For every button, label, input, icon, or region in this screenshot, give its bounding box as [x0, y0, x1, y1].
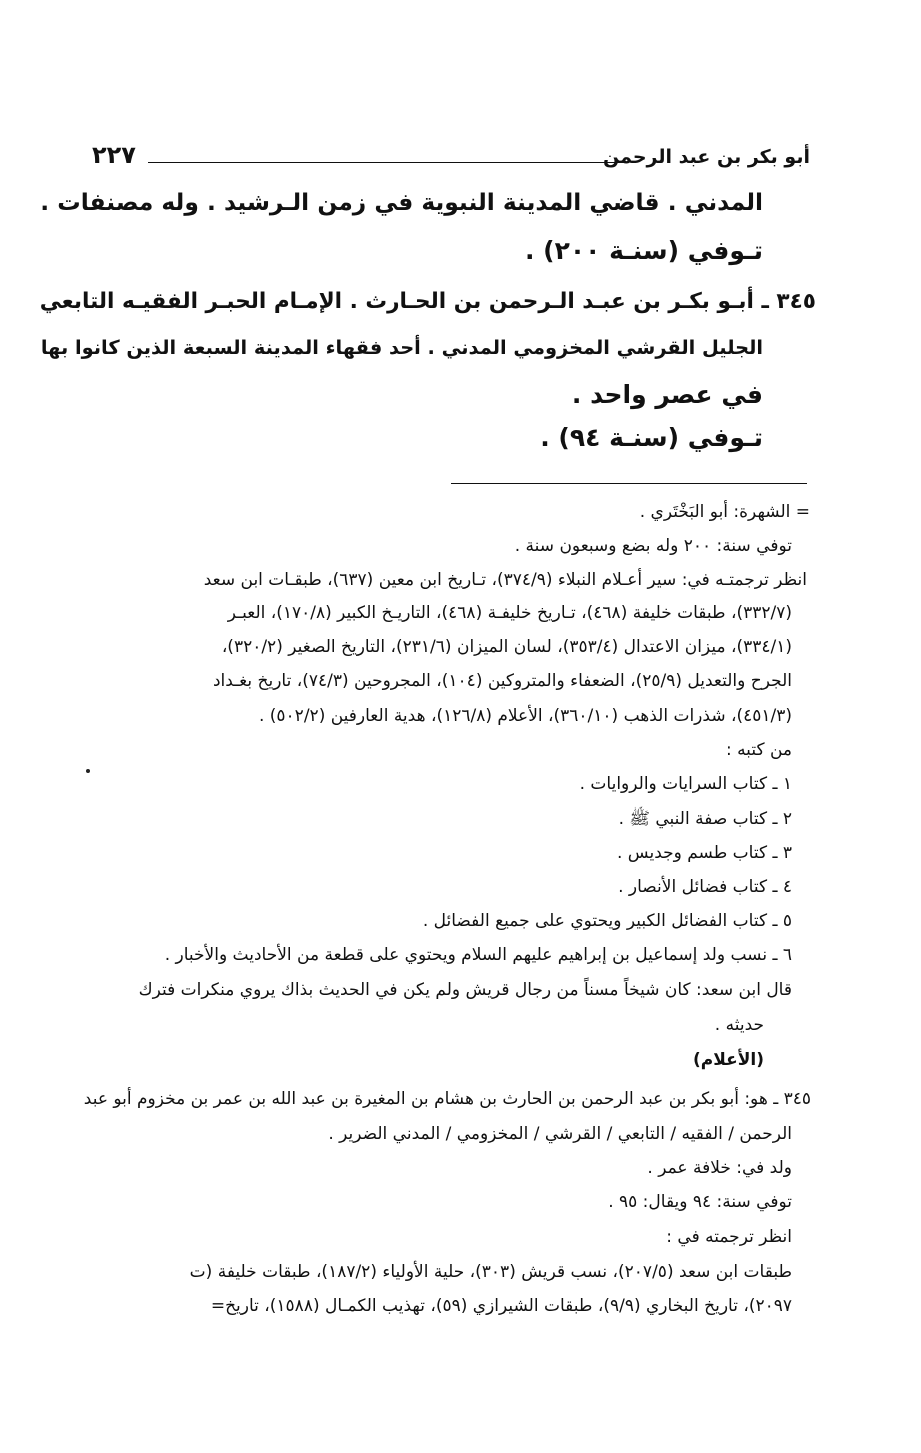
book-item: ١ ـ كتاب السرايات والروايات . — [579, 774, 792, 794]
footnote-ref2-line: ٢٠٩٧)، تاريخ البخاري (٩/٩)، طبقات الشيرازي (٥٩)، تهذيب الكمـال (١٥٨٨)، تاريخ= — [210, 1296, 792, 1316]
entry-345-line-2: الجليل القرشي المخزومي المدني . أحد فقهاء المدينة السبعة الذين كانوا بها — [40, 336, 763, 359]
ibn-saad-quote-cont: حديثه . — [714, 1015, 764, 1035]
stray-dot — [86, 769, 90, 773]
books-heading: من كتبه : — [725, 740, 792, 760]
footnote-died: توفي سنة: ٩٤ ويقال: ٩٥ . — [608, 1192, 792, 1212]
header-rule — [148, 162, 626, 163]
entry-345-line-1: ٣٤٥ ـ أبـو بكـر بن عبـد الـرحمن بن الحـارث . الإمـام الحبـر الفقيـه التابعي — [39, 289, 816, 314]
book-item: ٢ ـ كتاب صفة النبي ﷺ . — [618, 809, 792, 829]
footnote-shuhra: = الشهرة: أبو البَخْتَري . — [639, 502, 810, 522]
footnote-ref-line: انظر ترجمتـه في: سير أعـلام النبلاء (٣٧٤/٩)، تـاريخ ابن معين (٦٣٧)، طبقـات ابن سعد — [203, 570, 807, 590]
book-item: ٦ ـ نسب ولد إسماعيل بن إبراهيم عليهم السلام ويحتوي على قطعة من الأحاديث والأخبار . — [164, 945, 792, 965]
footnote-ref-line: الجرح والتعديل (٢٥/٩)، الضعفاء والمتروكين (١٠٤)، المجروحين (٧٤/٣)، تاريخ بغـداد — [212, 671, 792, 691]
footnote-see: انظر ترجمته في : — [666, 1227, 792, 1247]
footnote-ref-line: (٣٣٢/٧)، طبقات خليفة (٤٦٨)، تـاريخ خليفـة (٤٦٨)، التاريـخ الكبير (١٧٠/٨)، العبـر — [227, 603, 792, 623]
source-citation: (الأعلام) — [692, 1050, 764, 1070]
footnote-separator — [451, 483, 807, 484]
footnote-ref-line: (٤٥١/٣)، شذرات الذهب (٣٦٠/١٠)، الأعلام (١٢٦/٨)، هدية العارفين (٥٠٢/٢) . — [258, 706, 792, 726]
entry-345-line-3: في عصر واحد . — [571, 380, 763, 409]
page-number: ٢٢٧ — [92, 141, 136, 169]
footnote-345-line-2: الرحمن / الفقيه / التابعي / القرشي / المخزومي / المدني الضرير . — [328, 1124, 792, 1144]
footnote-born: ولد في: خلافة عمر . — [647, 1158, 792, 1178]
entry-345-line-4: تـوفي (سنـة ٩٤) . — [540, 423, 763, 452]
main-line-2: تـوفي (سنـة ٢٠٠) . — [524, 236, 763, 265]
footnote-345-line-1: ٣٤٥ ـ هو: أبو بكر بن عبد الرحمن بن الحارث بن هشام بن المغيرة بن عبد الله بن عمر بن مخزوم أبو عبد — [83, 1089, 811, 1109]
running-title: أبو بكر بن عبد الرحمن — [603, 146, 810, 168]
footnote-ref-line: (٣٣٤/١)، ميزان الاعتدال (٣٥٣/٤)، لسان الميزان (٢٣١/٦)، التاريخ الصغير (٣٢٠/٢)، — [221, 637, 792, 657]
book-item: ٣ ـ كتاب طسم وجديس . — [616, 843, 792, 863]
main-line-1: المدني . قاضي المدينة النبوية في زمن الـرشيد . وله مصنفات . — [40, 188, 763, 216]
ibn-saad-quote: قال ابن سعد: كان شيخاً مسناً من رجال قريش ولم يكن في الحديث بذاك يروي منكرات فترك — [138, 980, 792, 1000]
book-item: ٤ ـ كتاب فضائل الأنصار . — [618, 877, 792, 897]
footnote-death: توفي سنة: ٢٠٠ وله بضع وسبعون سنة . — [514, 536, 792, 556]
book-item: ٥ ـ كتاب الفضائل الكبير ويحتوي على جميع الفضائل . — [422, 911, 792, 931]
footnote-ref2-line: طبقات ابن سعد (٢٠٧/٥)، نسب قريش (٣٠٣)، حلية الأولياء (١٨٧/٢)، طبقات خليفة (ت — [189, 1262, 792, 1282]
